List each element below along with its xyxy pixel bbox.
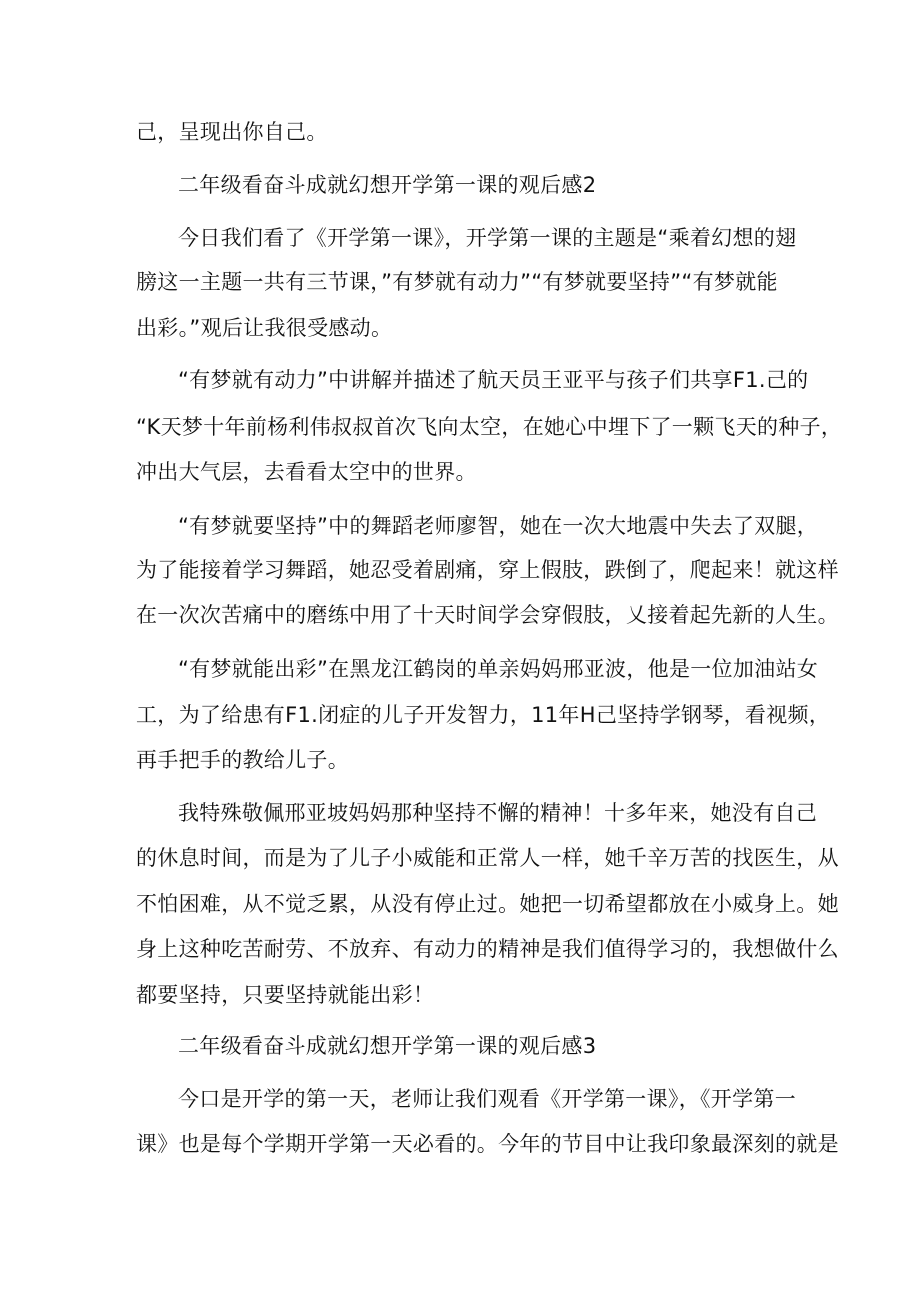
text-line: 都要坚持，只要坚持就能出彩！ (136, 983, 435, 1007)
text-line: 出彩。”观后让我很受感动。 (136, 316, 393, 340)
text-line: 今口是开学的第一天，老师让我们观看《开学第一课》，《开学第一 (178, 1087, 796, 1111)
text-line: 课》也是每个学期开学第一天必看的。今年的节目中让我印象最深刻的就是 (136, 1132, 839, 1156)
text-line: 不怕困难，从不觉乏累，从没有停止过。她把一切希望都放在小威身上。她 (136, 892, 839, 916)
text-line: “K天梦十年前杨利伟叔叔首次飞向太空，在她心中埋下了一颗飞天的种子， (136, 415, 843, 439)
text-line: “有梦就要坚持”中的舞蹈老师廖智，她在一次大地震中失去了双腿， (178, 514, 819, 538)
text-line: 为了能接着学习舞蹈，她忍受着剧痛，穿上假肢，跌倒了，爬起来！就这样 (136, 558, 839, 582)
text-line: “有梦就有动力”中讲解并描述了航天员王亚平与孩子们共享F1.己的 (178, 368, 809, 392)
section-heading: 二年级看奋斗成就幻想开学第一课的观后感3 (178, 1034, 597, 1058)
text-line: 膀这一主题一共有三节课，”有梦就有动力”“有梦就要坚持”“有梦就能 (136, 270, 778, 294)
text-line: 工，为了给患有F1.闭症的儿子开发智力，11年H己坚持学钢琴，看视频， (136, 703, 831, 727)
text-line: 己，呈现出你自己。 (136, 120, 328, 144)
text-line: 我特殊敬佩邢亚坡妈妈那种坚持不懈的精神！十多年来，她没有自己 (178, 801, 817, 825)
text-line: “有梦就能出彩”在黑龙江鹤岗的单亲妈妈邢亚波，他是一位加油站女 (178, 657, 819, 681)
text-line: 今日我们看了《开学第一课》，开学第一课的主题是“乘着幻想的翅 (178, 226, 797, 250)
text-line: 在一次次苦痛中的磨练中用了十天时间学会穿假肢，乂接着起先新的人生。 (136, 603, 839, 627)
section-heading: 二年级看奋斗成就幻想开学第一课的观后感2 (178, 173, 597, 197)
text-line: 身上这种吃苦耐劳、不放弃、有动力的精神是我们值得学习的，我想做什么 (136, 937, 839, 961)
text-line: 冲出大气层，去看看太空中的世界。 (136, 460, 477, 484)
text-line: 再手把手的教给儿子。 (136, 748, 349, 772)
text-line: 的休息时间，而是为了儿子小威能和正常人一样，她千辛万苦的找医生，从 (136, 846, 839, 870)
